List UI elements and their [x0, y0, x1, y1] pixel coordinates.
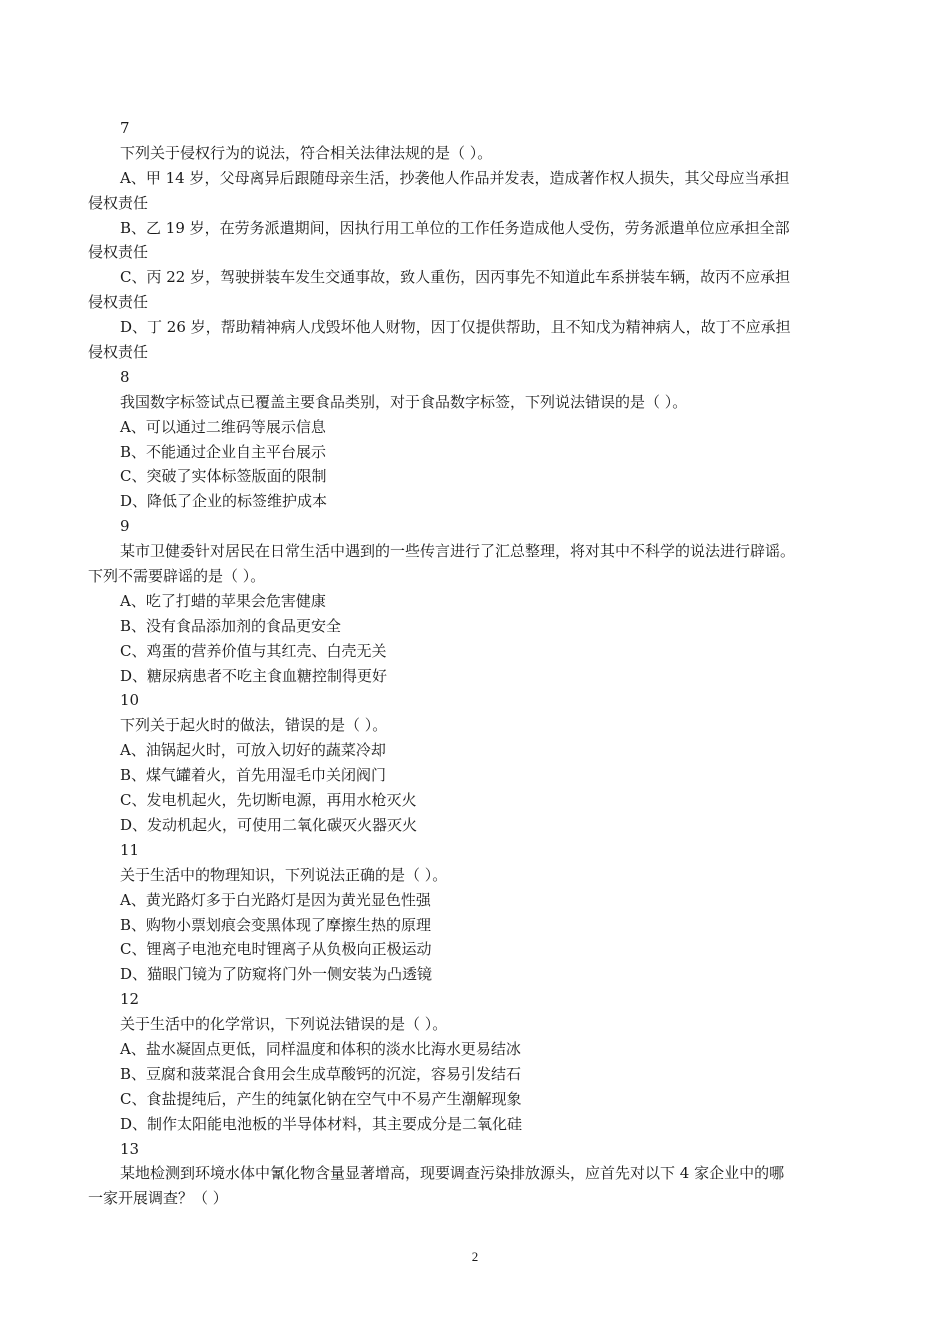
question-number: 8 [120, 367, 130, 386]
option-b: B、没有食品添加剂的食品更安全 [120, 616, 342, 635]
option-a: A、吃了打蜡的苹果会危害健康 [120, 591, 326, 610]
option-c: C、锂离子电池充电时锂离子从负极向正极运动 [120, 940, 432, 959]
option-b: B、不能通过企业自主平台展示 [120, 442, 327, 461]
option-b: B、煤气罐着火，首先用湿毛巾关闭阀门 [120, 766, 387, 785]
option-b-continued: 侵权责任 [88, 243, 149, 262]
question-number: 7 [120, 119, 130, 137]
question-number: 13 [120, 1139, 140, 1158]
option-c: C、食盐提纯后，产生的纯氯化钠在空气中不易产生潮解现象 [120, 1089, 522, 1108]
option-c-continued: 侵权责任 [88, 293, 149, 312]
page-number: 2 [471, 1249, 479, 1264]
question-stem: 下列关于起火时的做法，错误的是（ ）。 [120, 716, 388, 735]
option-a: A、甲 14 岁，父母离异后跟随母亲生活，抄袭他人作品并发表，造成著作权人损失，其父母应当承担 [120, 168, 790, 187]
question-number: 11 [120, 840, 140, 859]
question-stem: 关于生活中的物理知识，下列说法正确的是（ ）。 [120, 865, 448, 884]
option-c: C、鸡蛋的营养价值与其红壳、白壳无关 [120, 641, 387, 660]
option-d-continued: 侵权责任 [88, 343, 149, 362]
option-b: B、乙 19 岁，在劳务派遣期间，因执行用工单位的工作任务造成他人受伤，劳务派遣单位应承担全部 [120, 218, 790, 237]
question-number: 12 [120, 990, 140, 1009]
option-d: D、制作太阳能电池板的半导体材料，其主要成分是二氧化硅 [120, 1114, 523, 1133]
question-list [88, 116, 860, 1211]
option-d: D、糖尿病患者不吃主食血糖控制得更好 [120, 666, 388, 685]
question-stem: 下列关于侵权行为的说法，符合相关法律法规的是（ ）。 [120, 143, 493, 162]
question-stem-continued: 一家开展调查？（ ） [88, 1189, 228, 1208]
option-d: D、降低了企业的标签维护成本 [120, 492, 328, 511]
option-a: A、黄光路灯多于白光路灯是因为黄光显色性强 [120, 890, 431, 909]
question-stem-continued: 下列不需要辟谣的是（ ）。 [88, 567, 266, 586]
option-b: B、豆腐和菠菜混合食用会生成草酸钙的沉淀，容易引发结石 [120, 1064, 522, 1083]
option-c: C、突破了实体标签版面的限制 [120, 467, 327, 486]
question-stem: 某市卫健委针对居民在日常生活中遇到的一些传言进行了汇总整理，将对其中不科学的说法进行辟谣。 [120, 542, 796, 561]
option-a: A、盐水凝固点更低，同样温度和体积的淡水比海水更易结冰 [120, 1039, 521, 1058]
question-stem: 我国数字标签试点已覆盖主要食品类别，对于食品数字标签，下列说法错误的是（ ）。 [120, 392, 688, 411]
option-d: D、发动机起火，可使用二氧化碳灭火器灭火 [120, 815, 418, 834]
question-stem: 关于生活中的化学常识，下列说法错误的是（ ）。 [120, 1015, 448, 1034]
option-c: C、丙 22 岁，驾驶拼装车发生交通事故，致人重伤，因丙事先不知道此车系拼装车辆，故丙不应承担 [120, 268, 791, 287]
question-number: 9 [120, 517, 130, 536]
option-a-continued: 侵权责任 [88, 193, 149, 212]
option-a: A、油锅起火时，可放入切好的蔬菜冷却 [120, 741, 386, 760]
question-stem: 某地检测到环境水体中氰化物含量显著增高，现要调查污染排放源头，应首先对以下 4 家企业中的哪 [120, 1164, 785, 1183]
option-a: A、可以通过二维码等展示信息 [120, 417, 326, 436]
question-number: 10 [120, 691, 140, 710]
option-c: C、发电机起火，先切断电源，再用水枪灭火 [120, 791, 417, 810]
option-d: D、丁 26 岁，帮助精神病人戊毁坏他人财物，因丁仅提供帮助，且不知戊为精神病人，故丁不应承担 [120, 318, 791, 337]
option-b: B、购物小票划痕会变黑体现了摩擦生热的原理 [120, 915, 432, 934]
option-d: D、猫眼门镜为了防窥将门外一侧安装为凸透镜 [120, 965, 433, 984]
